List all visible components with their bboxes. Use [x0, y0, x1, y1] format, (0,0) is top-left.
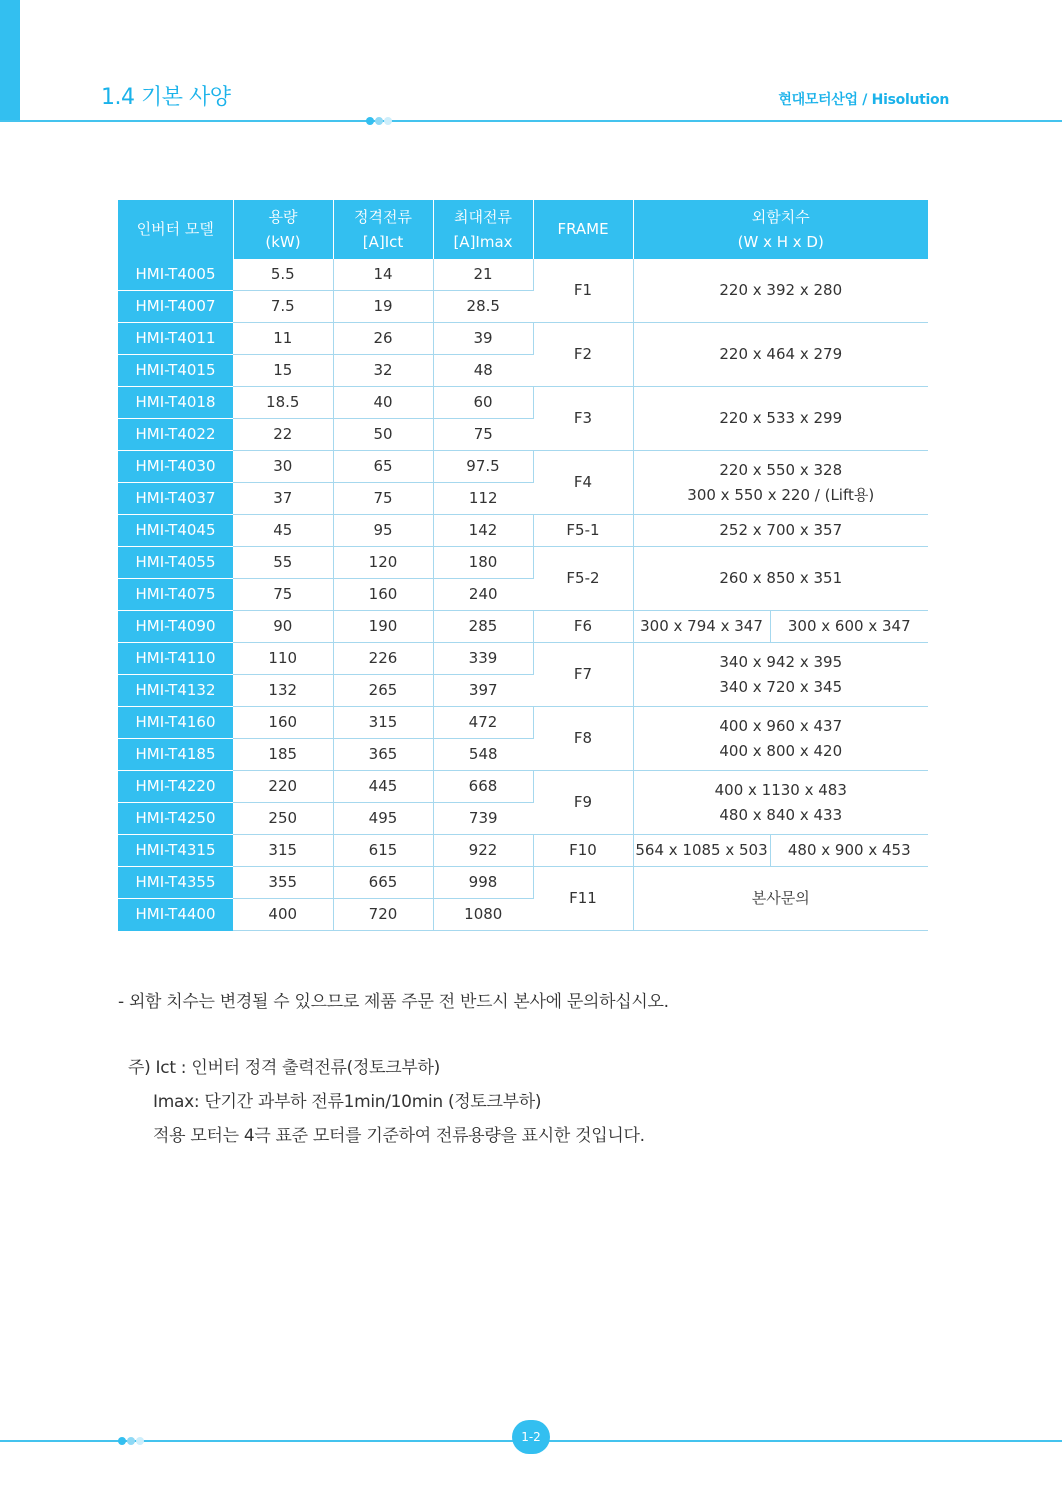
table-row: [118, 323, 928, 355]
table-row: [118, 611, 928, 643]
capacity-cell: 18.5: [233, 387, 333, 419]
max-current-cell: 60: [433, 387, 533, 419]
frame-cell: F5-1: [533, 515, 633, 547]
rated-current-cell: 265: [333, 675, 433, 707]
header-max-current: 최대전류 [A]Imax: [433, 200, 533, 259]
dimension-cell: 252 x 700 x 357: [633, 515, 928, 547]
left-accent-bar: [0, 0, 20, 122]
max-current-cell: 285: [433, 611, 533, 643]
model-cell: HMI-T4400: [118, 899, 233, 931]
table-row: [118, 707, 928, 739]
rated-current-cell: 160: [333, 579, 433, 611]
dimension-cell: 400 x 1130 x 483 480 x 840 x 433: [633, 771, 928, 835]
max-current-cell: 240: [433, 579, 533, 611]
table-header-row: [118, 200, 928, 259]
header-capacity: 용량 (kW): [233, 200, 333, 259]
capacity-cell: 7.5: [233, 291, 333, 323]
max-current-cell: 739: [433, 803, 533, 835]
frame-cell: F10: [533, 835, 633, 867]
max-current-cell: 397: [433, 675, 533, 707]
model-cell: HMI-T4030: [118, 451, 233, 483]
dimension-cell: 220 x 464 x 279: [633, 323, 928, 387]
table-row: [118, 387, 928, 419]
dimension-cell: 본사문의: [633, 867, 928, 931]
table-row: [118, 451, 928, 483]
capacity-cell: 400: [233, 899, 333, 931]
header-divider: [0, 120, 1062, 122]
header-rated-current: 정격전류 [A]Ict: [333, 200, 433, 259]
rated-current-cell: 315: [333, 707, 433, 739]
section-title: 1.4 기본 사양: [101, 85, 231, 110]
dimension-cell: 260 x 850 x 351: [633, 547, 928, 611]
max-current-cell: 472: [433, 707, 533, 739]
max-current-cell: 1080: [433, 899, 533, 931]
frame-cell: F5-2: [533, 547, 633, 611]
model-cell: HMI-T4022: [118, 419, 233, 451]
table-row: [118, 547, 928, 579]
model-cell: HMI-T4185: [118, 739, 233, 771]
capacity-cell: 11: [233, 323, 333, 355]
motor-basis-note: 적용 모터는 4극 표준 모터를 기준하여 전류용량을 표시한 것입니다.: [153, 1126, 645, 1146]
dimension-cell-a: 564 x 1085 x 503: [633, 835, 770, 867]
capacity-cell: 110: [233, 643, 333, 675]
table-row: [118, 643, 928, 675]
capacity-cell: 250: [233, 803, 333, 835]
rated-current-cell: 615: [333, 835, 433, 867]
rated-current-cell: 65: [333, 451, 433, 483]
rated-current-cell: 445: [333, 771, 433, 803]
dimension-cell-b: 480 x 900 x 453: [770, 835, 928, 867]
max-current-cell: 28.5: [433, 291, 533, 323]
max-current-cell: 180: [433, 547, 533, 579]
dimension-cell: 220 x 392 x 280: [633, 259, 928, 323]
capacity-cell: 132: [233, 675, 333, 707]
rated-current-cell: 495: [333, 803, 433, 835]
frame-cell: F11: [533, 867, 633, 931]
model-cell: HMI-T4220: [118, 771, 233, 803]
frame-cell: F7: [533, 643, 633, 707]
dimension-cell-b: 300 x 600 x 347: [770, 611, 928, 643]
model-cell: HMI-T4355: [118, 867, 233, 899]
capacity-cell: 45: [233, 515, 333, 547]
rated-current-cell: 365: [333, 739, 433, 771]
max-current-cell: 668: [433, 771, 533, 803]
header-dimensions: 외함치수 (W x H x D): [633, 200, 928, 259]
ict-definition-note: 주) Ict : 인버터 정격 출력전류(정토크부하): [128, 1058, 440, 1078]
dimension-cell: 340 x 942 x 395 340 x 720 x 345: [633, 643, 928, 707]
frame-cell: F1: [533, 259, 633, 323]
rated-current-cell: 190: [333, 611, 433, 643]
frame-cell: F3: [533, 387, 633, 451]
model-cell: HMI-T4132: [118, 675, 233, 707]
frame-cell: F9: [533, 771, 633, 835]
max-current-cell: 39: [433, 323, 533, 355]
spec-table: [118, 200, 928, 931]
capacity-cell: 185: [233, 739, 333, 771]
rated-current-cell: 40: [333, 387, 433, 419]
model-cell: HMI-T4045: [118, 515, 233, 547]
imax-definition-note: Imax: 단기간 과부하 전류1min/10min (정토크부하): [153, 1092, 542, 1112]
frame-cell: F2: [533, 323, 633, 387]
rated-current-cell: 95: [333, 515, 433, 547]
capacity-cell: 90: [233, 611, 333, 643]
frame-cell: F8: [533, 707, 633, 771]
rated-current-cell: 120: [333, 547, 433, 579]
rated-current-cell: 14: [333, 259, 433, 291]
rated-current-cell: 50: [333, 419, 433, 451]
rated-current-cell: 720: [333, 899, 433, 931]
max-current-cell: 922: [433, 835, 533, 867]
max-current-cell: 339: [433, 643, 533, 675]
capacity-cell: 15: [233, 355, 333, 387]
capacity-cell: 75: [233, 579, 333, 611]
table-row: [118, 259, 928, 291]
table-row: [118, 867, 928, 899]
capacity-cell: 160: [233, 707, 333, 739]
dimension-cell-a: 300 x 794 x 347: [633, 611, 770, 643]
capacity-cell: 220: [233, 771, 333, 803]
max-current-cell: 112: [433, 483, 533, 515]
model-cell: HMI-T4075: [118, 579, 233, 611]
capacity-cell: 355: [233, 867, 333, 899]
table-row: [118, 515, 928, 547]
max-current-cell: 21: [433, 259, 533, 291]
max-current-cell: 97.5: [433, 451, 533, 483]
model-cell: HMI-T4315: [118, 835, 233, 867]
capacity-cell: 55: [233, 547, 333, 579]
table-row: [118, 835, 928, 867]
rated-current-cell: 32: [333, 355, 433, 387]
capacity-cell: 22: [233, 419, 333, 451]
rated-current-cell: 19: [333, 291, 433, 323]
max-current-cell: 998: [433, 867, 533, 899]
model-cell: HMI-T4160: [118, 707, 233, 739]
rated-current-cell: 26: [333, 323, 433, 355]
model-cell: HMI-T4018: [118, 387, 233, 419]
model-cell: HMI-T4015: [118, 355, 233, 387]
frame-cell: F4: [533, 451, 633, 515]
model-cell: HMI-T4007: [118, 291, 233, 323]
dimension-cell: 220 x 533 x 299: [633, 387, 928, 451]
model-cell: HMI-T4090: [118, 611, 233, 643]
capacity-cell: 37: [233, 483, 333, 515]
max-current-cell: 142: [433, 515, 533, 547]
max-current-cell: 48: [433, 355, 533, 387]
header-frame: FRAME: [533, 200, 633, 259]
dimension-change-note: - 외함 치수는 변경될 수 있으므로 제품 주문 전 반드시 본사에 문의하십시오.: [118, 992, 669, 1012]
dimension-cell: 220 x 550 x 328 300 x 550 x 220 / (Lift용): [633, 451, 928, 515]
table-row: [118, 771, 928, 803]
page-number-badge: 1-2: [512, 1420, 550, 1454]
header-model: 인버터 모델: [118, 200, 233, 259]
company-name: 현대모터산업 / Hisolution: [778, 92, 949, 108]
max-current-cell: 75: [433, 419, 533, 451]
model-cell: HMI-T4110: [118, 643, 233, 675]
rated-current-cell: 75: [333, 483, 433, 515]
frame-cell: F6: [533, 611, 633, 643]
rated-current-cell: 665: [333, 867, 433, 899]
max-current-cell: 548: [433, 739, 533, 771]
model-cell: HMI-T4037: [118, 483, 233, 515]
model-cell: HMI-T4250: [118, 803, 233, 835]
capacity-cell: 315: [233, 835, 333, 867]
model-cell: HMI-T4055: [118, 547, 233, 579]
capacity-cell: 5.5: [233, 259, 333, 291]
capacity-cell: 30: [233, 451, 333, 483]
model-cell: HMI-T4011: [118, 323, 233, 355]
model-cell: HMI-T4005: [118, 259, 233, 291]
rated-current-cell: 226: [333, 643, 433, 675]
dimension-cell: 400 x 960 x 437 400 x 800 x 420: [633, 707, 928, 771]
